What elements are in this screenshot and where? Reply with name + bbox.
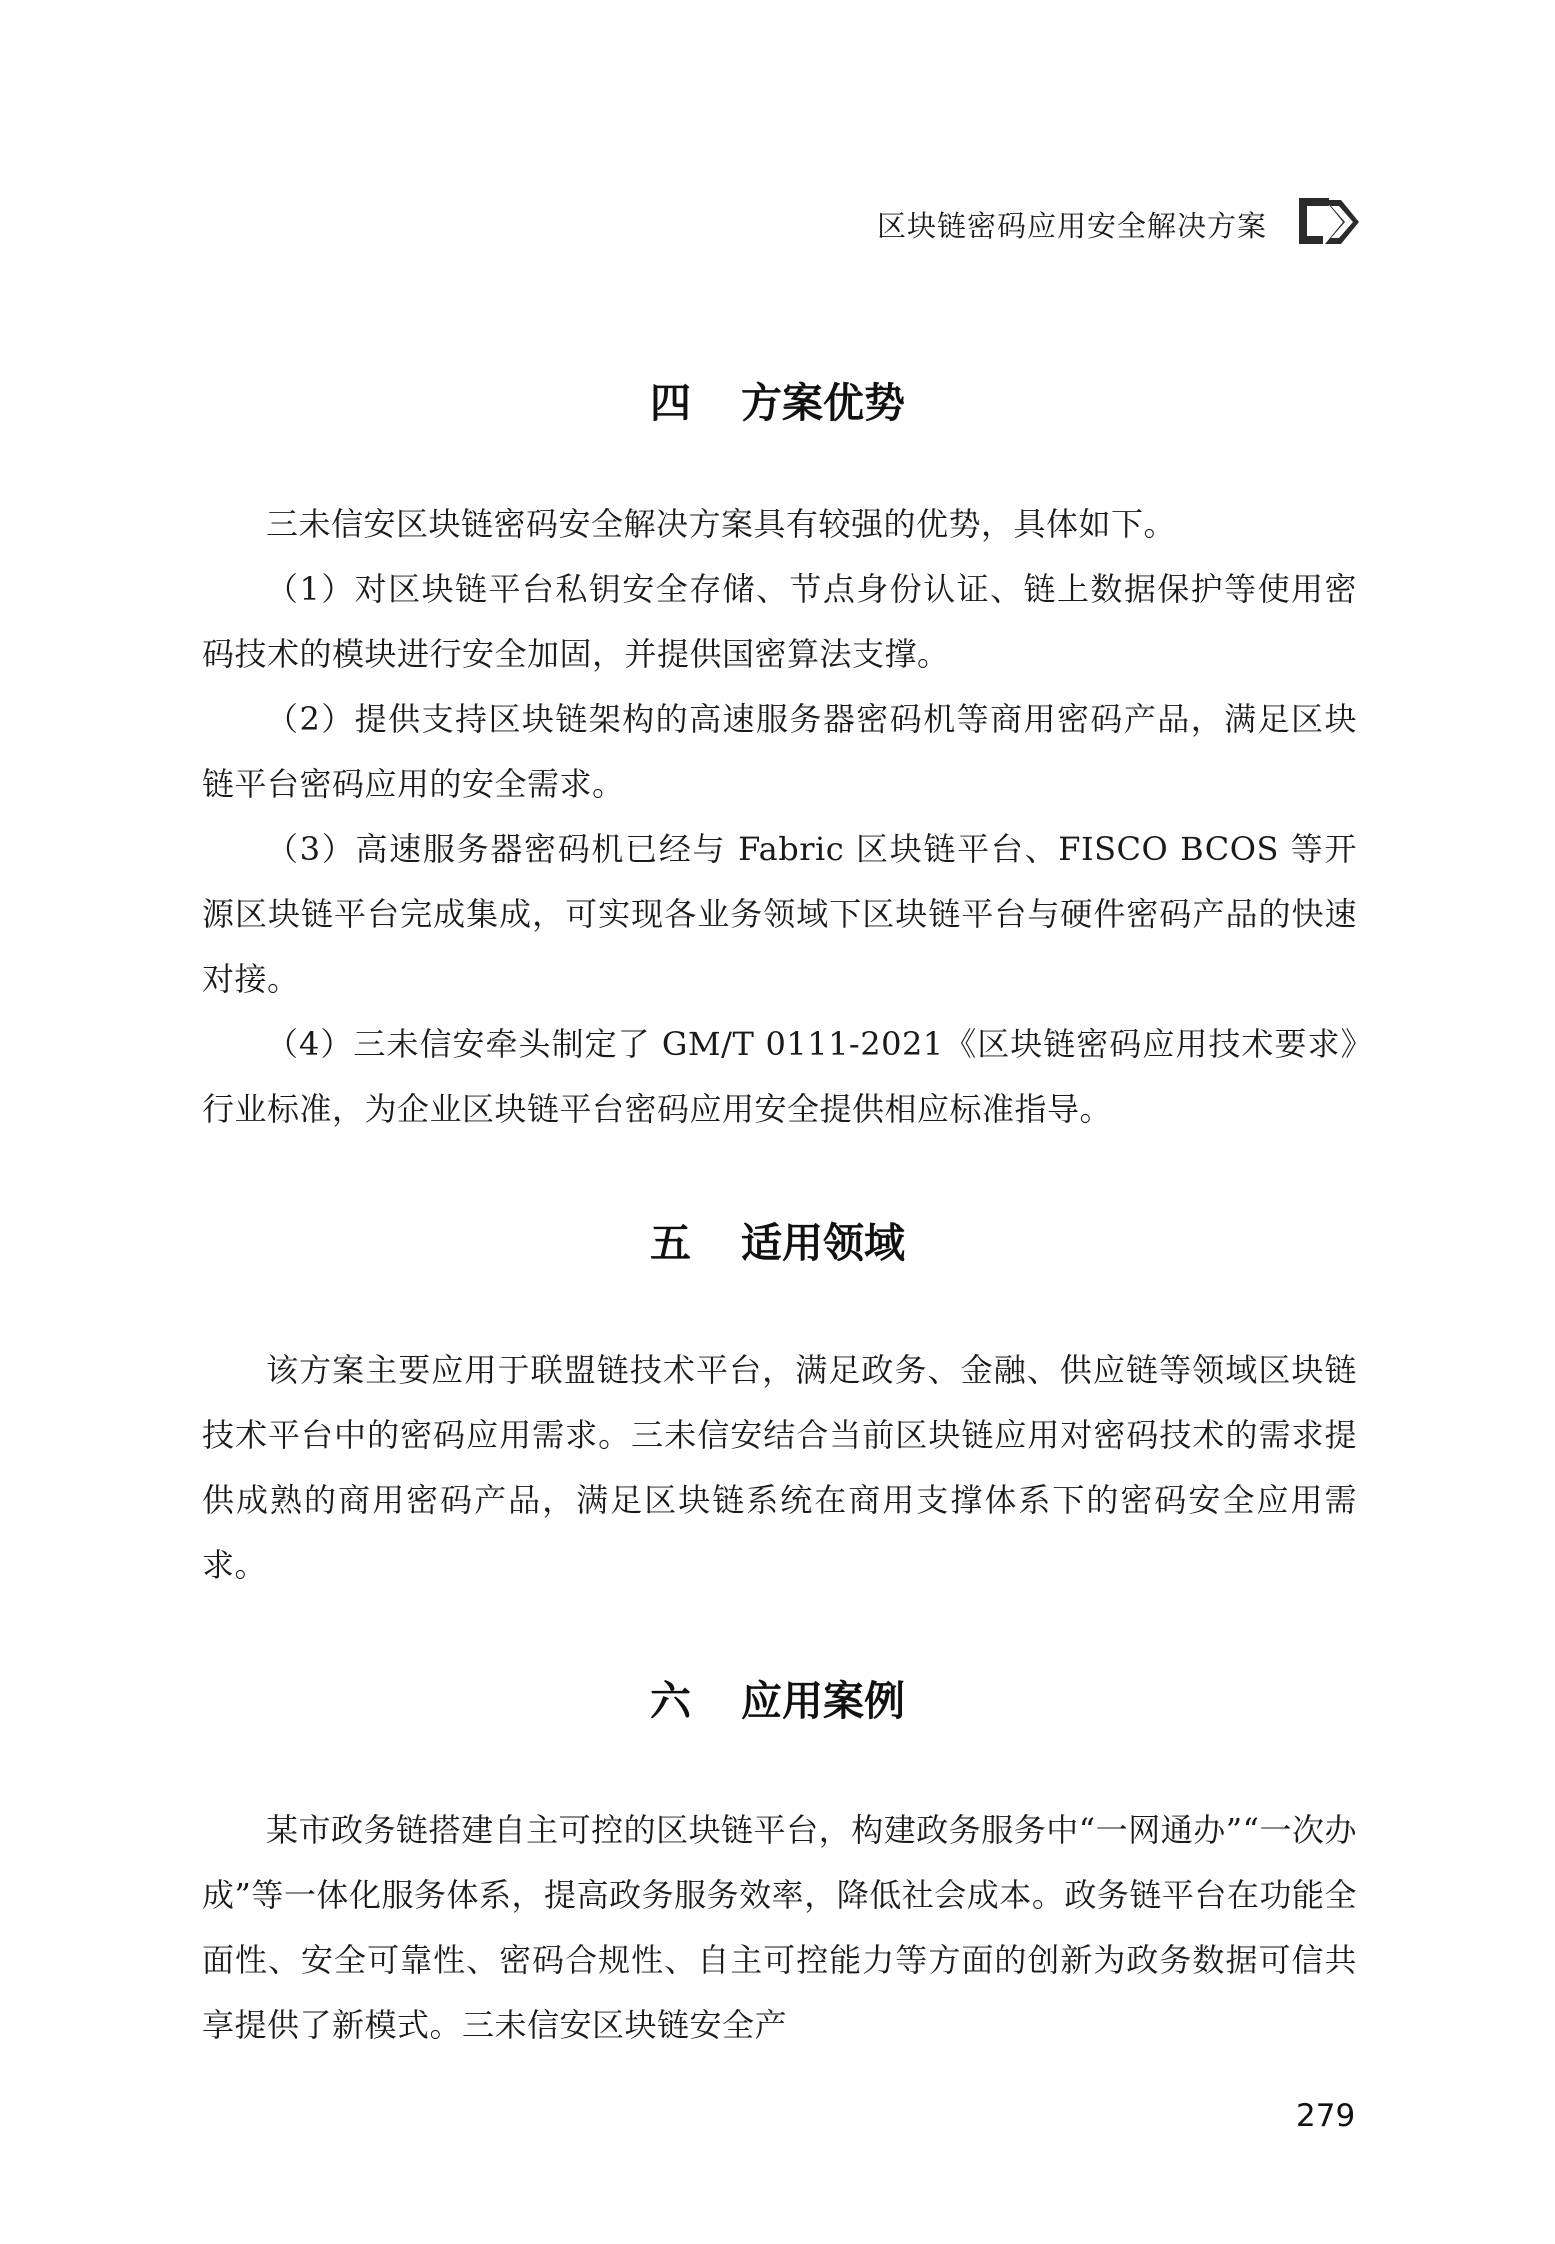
section-number: 六 (650, 1677, 691, 1725)
paragraph: 三未信安区块链密码安全解决方案具有较强的优势，具体如下。 (266, 505, 1177, 543)
page-number: 279 (1296, 2098, 1356, 2134)
section-heading: 适用领域 (741, 1219, 905, 1267)
section-heading: 应用案例 (741, 1677, 905, 1725)
section-title-applications (0, 1210, 1555, 1269)
section-title-advantages (0, 370, 1555, 429)
section-number: 四 (650, 379, 691, 427)
section-body-applications (202, 1338, 1357, 1598)
chapter-arrow-icon (1295, 192, 1363, 252)
paragraph: （3）高速服务器密码机已经与 Fabric 区块链平台、FISCO BCOS 等开源区块链平台完成集成，可实现各业务领域下区块链平台与硬件密码产品的快速对接。 (202, 830, 1357, 998)
section-body-advantages (202, 492, 1357, 1142)
paragraph: （1）对区块链平台私钥安全存储、节点身份认证、链上数据保护等使用密码技术的模块进行安全加固，并提供国密算法支撑。 (202, 570, 1357, 673)
section-number: 五 (650, 1219, 691, 1267)
section-title-cases (0, 1668, 1555, 1727)
paragraph: （4）三未信安牵头制定了 GM/T 0111-2021《区块链密码应用技术要求》行业标准，为企业区块链平台密码应用安全提供相应标准指导。 (202, 1025, 1357, 1128)
paragraph: （2）提供支持区块链架构的高速服务器密码机等商用密码产品，满足区块链平台密码应用的安全需求。 (202, 700, 1357, 803)
running-header-title: 区块链密码应用安全解决方案 (876, 209, 1267, 243)
paragraph: 该方案主要应用于联盟链技术平台，满足政务、金融、供应链等领域区块链技术平台中的密码应用需求。三未信安结合当前区块链应用对密码技术的需求提供成熟的商用密码产品，满足区块链系统在商用支撑体系下的密码安全应用需求。 (202, 1351, 1357, 1584)
paragraph: 某市政务链搭建自主可控的区块链平台，构建政务服务中“一网通办”“一次办成”等一体化服务体系，提高政务服务效率，降低社会成本。政务链平台在功能全面性、安全可靠性、密码合规性、自主可控能力等方面的创新为政务数据可信共享提供了新模式。三未信安区块链安全产 (202, 1811, 1357, 2044)
section-body-cases (202, 1798, 1357, 2058)
section-heading: 方案优势 (741, 379, 905, 427)
